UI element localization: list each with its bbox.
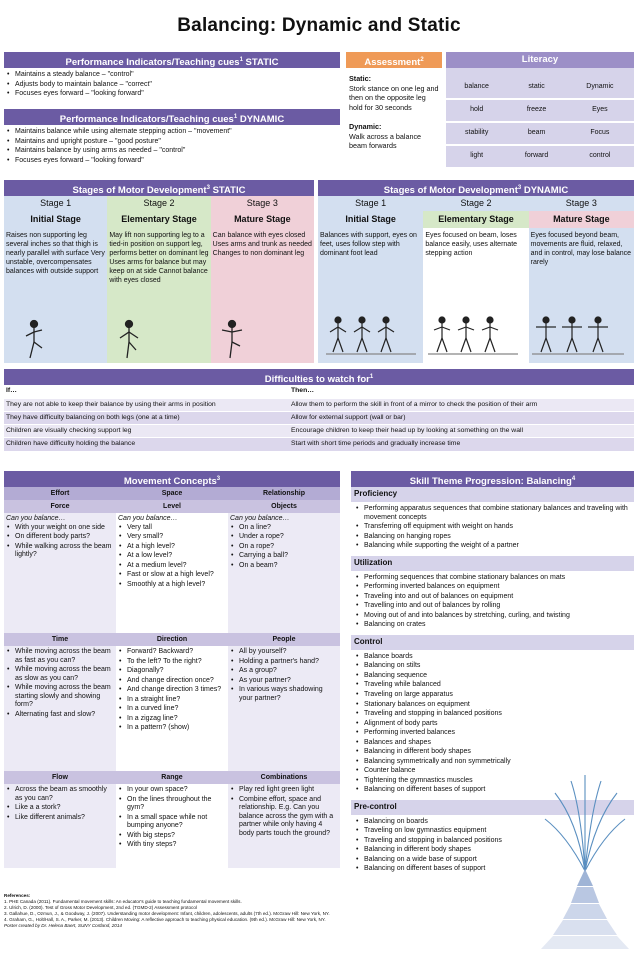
movement-cell [116, 646, 228, 771]
walking-figures-icon [326, 317, 416, 354]
page-title: Balancing: Dynamic and Static [177, 15, 461, 36]
bullet-item: • Diagonally? [118, 667, 226, 676]
bullet-item: • In a small space while not bumping anyone? [118, 814, 226, 831]
bullet-item: • Very small? [118, 533, 226, 542]
elementary-stage-label: Elementary Stage [107, 211, 210, 228]
mature-stage-label: Mature Stage [211, 211, 314, 228]
movement-column-header: Direction [116, 633, 228, 646]
effort-header: Effort [4, 487, 116, 500]
reference-item: 3. Gallahue, D., Ozmun, J., & Goodway, J. (2007). Understanding motor development: Infant, children, adolescents, adults (7th ed.). McGraw Hill: New York, NY. [4, 910, 330, 916]
movement-concepts-panel [4, 471, 340, 849]
bullet-item: • Balancing while supporting the weight of a partner [355, 542, 631, 551]
difficulties-table [4, 385, 634, 452]
table-row [4, 398, 634, 411]
literacy-word: light [446, 145, 507, 168]
literacy-panel [446, 52, 634, 169]
movement-cell [228, 646, 340, 771]
stick-figure-icon [222, 321, 242, 359]
bullet-item: • Balancing in different body shapes [355, 846, 544, 855]
bullet-item: • Traveling on large apparatus [355, 691, 544, 700]
stage-1-text: Raises non supporting leg several inches so that thigh is nearly parallel with surface Very unstable, overcompensates balances with outside support [4, 228, 107, 363]
reference-item: 2. Ulrich, D. (2000). Test of Gross Motor Development, 2nd ed. (TGMD-2) Assessment protocol [4, 904, 197, 910]
movement-cell [228, 513, 340, 633]
literacy-word: beam [507, 122, 565, 145]
assessment-dynamic-label: Dynamic: [349, 121, 382, 131]
bullet-item: • Performing apparatus sequences that combine stationary balances and traveling with movement concepts [355, 505, 631, 522]
bullet-item: • Across the beam as smoothly as you can? [6, 786, 114, 803]
difficulty-if-cell: They have difficulty balancing on both legs (one at a time) [4, 411, 289, 424]
bullet-item: • On a beam? [230, 562, 338, 571]
bullet-item: • Forward? Backward? [118, 648, 226, 657]
literacy-heading: Literacy [446, 52, 634, 68]
dynamic-stage-figures [324, 310, 630, 360]
literacy-word: forward [507, 145, 565, 168]
difficulty-then-cell: Allow them to perform the skill in front of a mirror to check the position of their arm [289, 398, 634, 411]
bullet-item: • In a straight line? [118, 696, 226, 705]
stage-2-label: Stage 2 [107, 196, 210, 211]
bullet-item: • While walking across the beam lightly? [6, 543, 114, 560]
bullet-item: • Very tall [118, 524, 226, 533]
bullet-item: • Adjusts body to maintain balance – "correct" [6, 81, 338, 90]
bullet-item: • At a medium level? [118, 562, 226, 571]
bullet-item: • Transferring off equipment with weight on hands [355, 523, 631, 532]
bullet-item: • Travelling into and out of balances by rolling [355, 602, 631, 611]
bullet-item: • And change direction 3 times? [118, 686, 226, 695]
movement-concepts-heading: Movement Concepts$^3$ [4, 471, 340, 487]
bullet-item: • Maintains and upright posture – "good posture" [6, 138, 338, 147]
perf-static-panel [4, 52, 340, 103]
bullet-item: • Balancing on a wide base of support [355, 856, 544, 865]
stage-3-text: Eyes focused beyond beam, movements are fluid, relaxed, and in control, may lose balance rarely [529, 228, 634, 363]
bullet-item: • Carrying a ball? [230, 552, 338, 561]
bullet-item: • Focuses eyes forward – "looking forward" [6, 157, 338, 166]
bullet-item: • Traveling while balanced [355, 681, 544, 690]
bullet-item: • Traveling and stopping in balanced positions [355, 710, 544, 719]
relationship-header: Relationship [228, 487, 340, 500]
bullet-item: • Alignment of body parts [355, 720, 544, 729]
movement-column-header: Range [116, 771, 228, 784]
bullet-item: • Balancing on hanging ropes [355, 533, 631, 542]
movement-column-header: Time [4, 633, 116, 646]
bullet-item: • Traveling and stopping in balanced positions [355, 837, 544, 846]
difficulty-if-cell: Children are visually checking support leg [4, 425, 289, 438]
bullet-item: • Moving out of and into balances by stretching, curling, and twisting [355, 612, 631, 621]
difficulties-then-header: Then… [289, 385, 634, 398]
bullet-item: • Smoothly at a high level? [118, 581, 226, 590]
perf-dynamic-panel [4, 109, 340, 169]
bullet-item: • Performing sequences that combine stationary balances on mats [355, 574, 631, 583]
literacy-word: hold [446, 99, 507, 122]
stage-1-label: Stage 1 [318, 196, 423, 211]
bullet-item: • Play red light green light [230, 786, 338, 795]
bullet-item: • As a group? [230, 667, 338, 676]
bullet-item: • Balances and shapes [355, 739, 544, 748]
walking-figures-icon [532, 317, 624, 354]
movement-column-header: Force [4, 500, 116, 513]
bullet-item: • At a high level? [118, 543, 226, 552]
bullet-item: • Like different animals? [6, 814, 114, 823]
reference-item: 4. Graham, G., Holt/Hall, S. A., Parker, M. (2013). Children Moving: A reflective approach to teaching physical education. (9th ed.). McGraw Hill: New York, NY. [4, 916, 326, 922]
bullet-item: • While moving across the beam starting slowly and showing form? [6, 684, 114, 710]
movement-cell [4, 784, 116, 868]
movement-cell [116, 784, 228, 868]
stage-3-text: Can balance with eyes closed Uses arms and trunk as needed Changes to non dominant leg [211, 228, 314, 363]
stage-1-text: Balances with support, eyes on feet, uses follow step with dominant foot lead [318, 228, 423, 363]
reference-item: 1. PHE Canada (2011). Fundamental movement skills: An educator's guide to teaching fundamental movement skills. [4, 898, 242, 904]
movement-cell [4, 513, 116, 633]
bullet-item: • While moving across the beam as slow as you can? [6, 666, 114, 683]
mature-stage-label: Mature Stage [529, 211, 634, 228]
stage-3-label: Stage 3 [529, 196, 634, 211]
table-row [4, 425, 634, 438]
perf-dynamic-heading: Performance Indicators/Teaching cues$^1$ DYNAMIC [4, 109, 340, 125]
literacy-word: control [566, 145, 634, 168]
skill-pyramid-graphic [537, 741, 633, 951]
difficulty-if-cell: Children have difficulty holding the balance [4, 438, 289, 451]
bullet-item: • To the left? To the right? [118, 658, 226, 667]
literacy-word: Dynamic [566, 76, 634, 99]
stick-figure-icon [120, 321, 138, 359]
perf-dynamic-list [4, 125, 340, 169]
difficulty-then-cell: Encourage children to keep their head up by looking at something on the wall [289, 425, 634, 438]
bullet-item: • In a pattern? (show) [118, 724, 226, 733]
bullet-item: • Balance boards [355, 653, 544, 662]
bullet-item: • On the lines throughout the gym? [118, 796, 226, 813]
movement-cell [116, 513, 228, 633]
bullet-item: • Holding a partner's hand? [230, 658, 338, 667]
stages-dynamic-panel [318, 180, 634, 363]
bullet-item: • Focuses eyes forward – "looking forward" [6, 90, 338, 99]
bullet-item: • Traveling on low gymnastics equipment [355, 827, 544, 836]
stage-2-text: Eyes focused on beam, loses balance easily, uses alternate stepping action [423, 228, 528, 363]
stick-figure-icon [26, 321, 42, 359]
difficulties-heading: Difficulties to watch for$^1$ [4, 369, 634, 385]
movement-cell [228, 784, 340, 868]
stage-2-text: May lift non supporting leg to a tied-in position on support leg, performs better on dominant leg Uses arms for balance but may keep on at side Cannot balance with eyes closed [107, 228, 210, 363]
stage-1-label: Stage 1 [4, 196, 107, 211]
bullet-item: • Tightening the gymnastics muscles [355, 777, 544, 786]
bullet-item: • Balancing on different bases of support [355, 786, 544, 795]
bullet-item: • While moving across the beam as fast as you can? [6, 648, 114, 665]
bullet-item: • Maintains balance by using arms as needed – "control" [6, 147, 338, 156]
bullet-item: • Balancing on crates [355, 621, 631, 630]
bullet-item: • At a low level? [118, 552, 226, 561]
bullet-item: • With tiny steps? [118, 841, 226, 850]
skill-theme-panel [351, 471, 634, 951]
skill-level-heading: Proficiency [351, 487, 634, 502]
difficulties-if-header: If… [4, 385, 289, 398]
walking-figures-icon [428, 317, 518, 354]
literacy-word: Focus [566, 122, 634, 145]
difficulty-then-cell: Start with short time periods and gradually increase time [289, 438, 634, 451]
bullet-item: • Balancing sequence [355, 672, 544, 681]
bullet-item: • And change direction once? [118, 677, 226, 686]
initial-stage-label: Initial Stage [4, 211, 107, 228]
movement-intro: Can you balance… [6, 515, 66, 522]
bullet-item: • On a rope? [230, 543, 338, 552]
stages-static-panel [4, 180, 314, 363]
bullet-item: • In your own space? [118, 786, 226, 795]
bullet-item: • Like a a stork? [6, 804, 114, 813]
references-label: References: [4, 893, 31, 898]
bullet-item: • Balancing on boards [355, 818, 544, 827]
movement-column-header: Combinations [228, 771, 340, 784]
static-stage-figures [14, 318, 314, 362]
space-header: Space [116, 487, 228, 500]
movement-column-header: Flow [4, 771, 116, 784]
perf-static-heading: Performance Indicators/Teaching cues$^1$ STATIC [4, 52, 340, 68]
poster-credit: Poster created by Dr. Helena Baert, SUNY Cortland, 2014 [4, 922, 122, 928]
table-row [4, 438, 634, 451]
bullet-item: • On a line? [230, 524, 338, 533]
assessment-panel [346, 52, 442, 172]
movement-intro: Can you balance… [230, 515, 290, 522]
elementary-stage-label: Elementary Stage [423, 211, 528, 228]
literacy-word: balance [446, 76, 507, 99]
bullet-item: • Maintains balance while using alternate stepping action – "movement" [6, 128, 338, 137]
skill-theme-heading: Skill Theme Progression: Balancing$^4$ [351, 471, 634, 487]
bullet-item: • Performing inverted balances on equipment [355, 583, 631, 592]
literacy-word: Eyes [566, 99, 634, 122]
bullet-item: • In various ways shadowing your partner? [230, 686, 338, 703]
literacy-table [446, 76, 634, 169]
bullet-item: • With your weight on one side [6, 524, 114, 533]
bullet-item: • All by yourself? [230, 648, 338, 657]
movement-top-row [4, 487, 340, 500]
bullet-item: • Balancing on stilts [355, 662, 544, 671]
bullet-item: • With big steps? [118, 832, 226, 841]
stages-dynamic-heading: Stages of Motor Development$^3$ DYNAMIC [318, 180, 634, 196]
bullet-item: • Alternating fast and slow? [6, 711, 114, 720]
stages-static-heading: Stages of Motor Development$^3$ STATIC [4, 180, 314, 196]
assessment-heading: Assessment$^2$ [346, 52, 442, 68]
skill-level-heading: Utilization [351, 556, 634, 571]
bullet-item: • In a curved line? [118, 705, 226, 714]
bullet-item: • Under a rope? [230, 533, 338, 542]
bullet-item: • Balancing symmetrically and non symmetrically [355, 758, 544, 767]
bullet-item: • Traveling into and out of balances on equipment [355, 593, 631, 602]
difficulty-if-cell: They are not able to keep their balance by using their arms in position [4, 398, 289, 411]
assessment-static-label: Static: [349, 74, 371, 83]
difficulties-panel [4, 369, 634, 452]
literacy-word: freeze [507, 99, 565, 122]
stage-2-label: Stage 2 [423, 196, 528, 211]
bullet-item: • Counter balance [355, 767, 544, 776]
table-row [4, 411, 634, 424]
references-block [4, 893, 340, 929]
bullet-item: • In a zigzag line? [118, 715, 226, 724]
movement-column-header: Objects [228, 500, 340, 513]
assessment-static-text: Stork stance on one leg and then on the opposite leg hold for 30 seconds [349, 83, 439, 113]
movement-column-header: Level [116, 500, 228, 513]
literacy-word: static [507, 76, 565, 99]
movement-intro: Can you balance… [118, 515, 178, 522]
bullet-item: • Performing inverted balances [355, 729, 544, 738]
skill-level-heading: Control [351, 635, 634, 650]
perf-static-list [4, 68, 340, 103]
bullet-item: • As your partner? [230, 677, 338, 686]
bullet-item: • Fast or slow at a high level? [118, 571, 226, 580]
stage-3-label: Stage 3 [211, 196, 314, 211]
movement-column-header: People [228, 633, 340, 646]
bullet-item: • On different body parts? [6, 533, 114, 542]
arrows-icon [545, 775, 625, 871]
difficulty-then-cell: Allow for external support (wall or bar) [289, 411, 634, 424]
assessment-dynamic-text: Walk across a balance beam forwards [349, 131, 422, 151]
literacy-word: stability [446, 122, 507, 145]
bullet-item: • Balancing on different bases of support [355, 865, 544, 874]
bullet-item: • Balancing in different body shapes [355, 748, 544, 757]
movement-cell [4, 646, 116, 771]
initial-stage-label: Initial Stage [318, 211, 423, 228]
skill-level-heading: Pre-control [351, 800, 634, 815]
bullet-item: • Maintains a steady balance – "control" [6, 71, 338, 80]
bullet-item: • Combine effort, space and relationship. E.g. Can you balance across the gym with a partner while only having 4 body parts touch the ground? [230, 796, 338, 839]
bullet-item: • Stationary balances on equipment [355, 701, 544, 710]
